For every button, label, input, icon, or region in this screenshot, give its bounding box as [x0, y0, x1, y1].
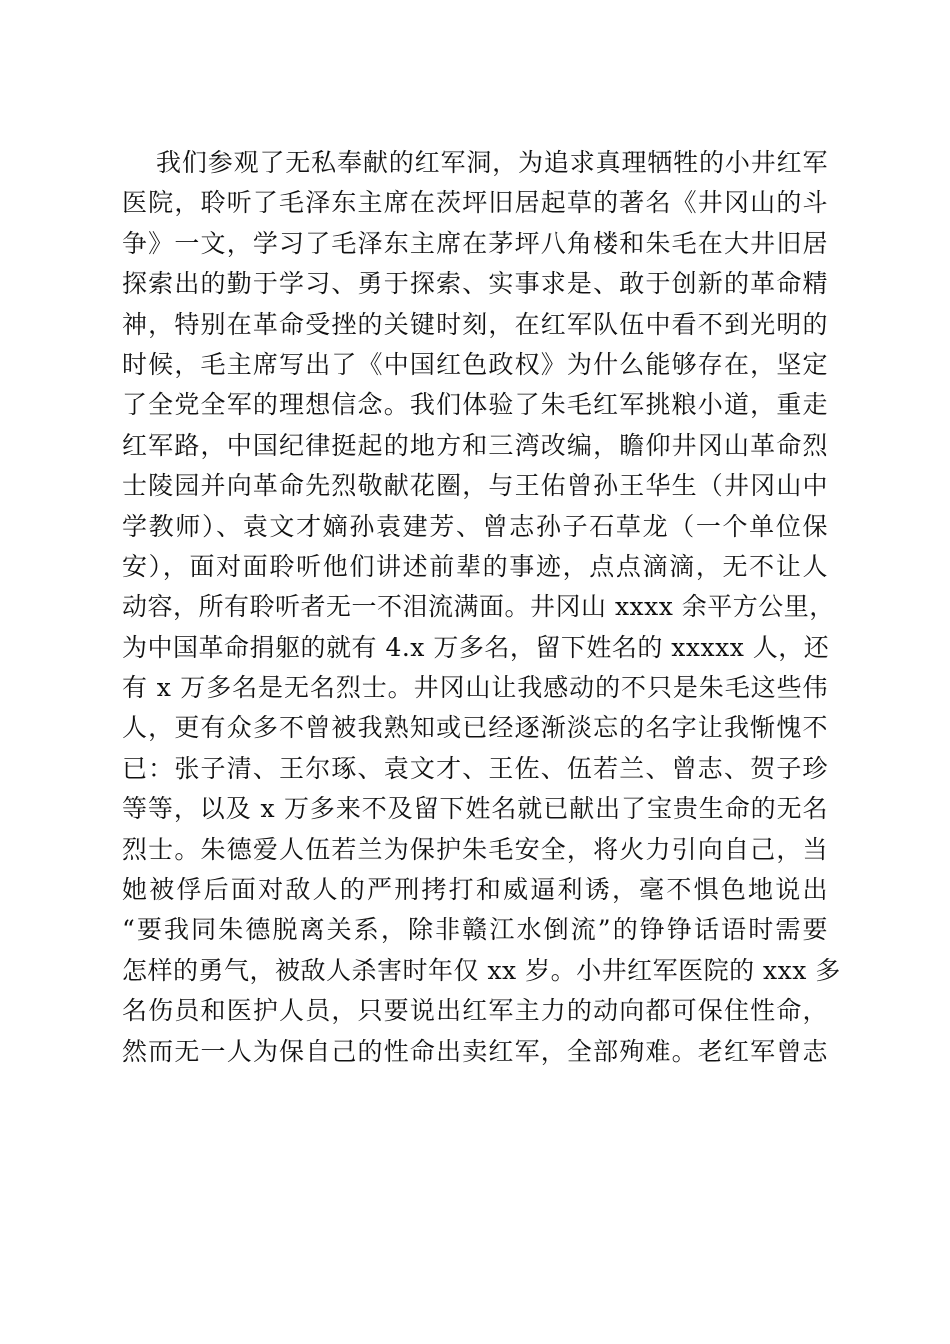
paragraph-line: 为中国革命捐躯的就有 4.x 万多名，留下姓名的 xxxxx 人，还	[122, 632, 830, 662]
paragraph-line: 烈士。朱德爱人伍若兰为保护朱毛安全，将火力引向自己，当	[122, 834, 828, 864]
paragraph-line: 我们参观了无私奉献的红军洞，为追求真理牺牲的小井红军	[156, 148, 828, 177]
paragraph-line: 动容，所有聆听者无一不泪流满面。井冈山 xxxx 余平方公里，	[122, 592, 835, 622]
paragraph-line: 时候，毛主席写出了《中国红色政权》为什么能够存在，坚定	[122, 349, 828, 379]
paragraph-line: 探索出的勤于学习、勇于探索、实事求是、敢于创新的革命精	[122, 269, 828, 299]
paragraph-line: 等等，以及 x 万多来不及留下姓名就已献出了宝贵生命的无名	[122, 794, 828, 824]
paragraph-line: 神，特别在革命受挫的关键时刻，在红军队伍中看不到光明的	[122, 309, 828, 339]
paragraph-line: 有 x 万多名是无名烈士。井冈山让我感动的不只是朱毛这些伟	[122, 673, 828, 703]
paragraph-line: 了全党全军的理想信念。我们体验了朱毛红军挑粮小道，重走	[122, 390, 828, 420]
paragraph-line: 她被俘后面对敌人的严刑拷打和威逼利诱，毫不惧色地说出	[122, 875, 828, 905]
paragraph-line: 人，更有众多不曾被我熟知或已经逐渐淡忘的名字让我惭愧不	[122, 713, 828, 743]
paragraph-line: 学教师）、袁文才嫡孙袁建芳、曾志孙子石草龙（一个单位保	[122, 511, 828, 541]
paragraph-line: 争》一文，学习了毛泽东主席在茅坪八角楼和朱毛在大井旧居	[122, 228, 828, 258]
paragraph-line: “要我同朱德脱离关系，除非赣江水倒流”的铮铮话语时需要	[122, 915, 828, 945]
paragraph-line: 怎样的勇气，被敌人杀害时年仅 xx 岁。小井红军医院的 xxx 多	[122, 955, 841, 985]
paragraph-line: 士陵园并向革命先烈敬献花圈，与王佑曾孙王华生（井冈山中	[122, 471, 828, 501]
paragraph-line: 安），面对面聆听他们讲述前辈的事迹，点点滴滴，无不让人	[122, 551, 828, 581]
paragraph-line: 名伤员和医护人员，只要说出红军主力的动向都可保住性命，	[122, 996, 828, 1026]
paragraph-line: 医院，聆听了毛泽东主席在茨坪旧居起草的著名《井冈山的斗	[122, 188, 828, 218]
body-paragraph	[122, 143, 841, 1072]
paragraph-line: 然而无一人为保自己的性命出卖红军，全部殉难。老红军曾志	[122, 1036, 828, 1066]
paragraph-line: 红军路，中国纪律挺起的地方和三湾改编，瞻仰井冈山革命烈	[122, 430, 828, 460]
paragraph-line: 已：张子清、王尔琢、袁文才、王佐、伍若兰、曾志、贺子珍	[122, 753, 828, 783]
